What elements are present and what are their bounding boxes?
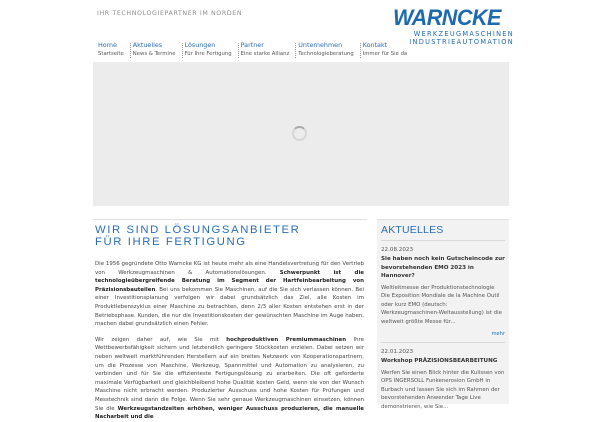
logo-subtitle-2: INDUSTRIEAUTOMATION [409, 38, 514, 46]
nav-label: Aktuelles [132, 41, 163, 49]
loading-spinner-icon [292, 126, 307, 141]
nav-sublabel: Technologieberatung [298, 51, 354, 57]
divider [381, 342, 505, 343]
emphasis-text: Schwerpunkt ist die technologieübergreifende Beratung im Segment der Hartfeinbearbeitung von Präzisionsbauteilen [95, 269, 364, 293]
header-tagline: IHR TECHNOLOGIEPARTNER IM NORDEN [97, 10, 243, 17]
hero-slider[interactable] [93, 62, 509, 206]
nav-sublabel: News & Termine [132, 51, 176, 57]
news-headline[interactable]: Workshop PRÄZISIONSBEARBEITUNG [381, 358, 498, 364]
nav-sublabel: Startseite [98, 51, 124, 57]
text-run: Die 1956 gegründete Otto Warncke KG ist heute mehr als eine Handelsvertretung für den Vertrieb von Werkzeugmaschinen & Automationslösungen. [95, 261, 364, 276]
nav-item-partner[interactable] [238, 41, 296, 61]
intro-paragraph-2 [95, 336, 364, 422]
nav-item-loesungen[interactable] [182, 41, 238, 61]
nav-label: Partner [240, 41, 264, 49]
nav-sublabel: Eine starke Allianz [240, 51, 290, 57]
news-teaser: Werfen Sie einen Blick hinter die Kulissen von OPS INGERSOLL Funkenerosion GmbH in Burbach und lassen Sie sich im Rahmen der bevorstehenden Anwender Tage Live demonstrieren, wie Sie... [381, 369, 505, 410]
nav-label: Kontakt [362, 41, 388, 49]
main-navigation [95, 41, 413, 61]
nav-label: Home [98, 41, 117, 49]
news-teaser: Weltleitmesse der Produktionstechnologie Die Exposition Mondiale de la Machine Outil oder kurz EMO (deutsch: Werkzeugmaschinen-Weltausstellung) ist die weltweit größte Messe für... [381, 284, 502, 325]
intro-title-line-2: FÜR IHRE FERTIGUNG [95, 236, 247, 248]
news-date: 22.01.2023 [381, 349, 414, 355]
emphasis-text: hochproduktiven Premiummaschinen [226, 336, 347, 343]
nav-item-kontakt[interactable] [360, 41, 413, 61]
news-more-link[interactable]: mehr [491, 331, 505, 337]
logo-wordmark: WARNCKE [392, 5, 501, 30]
news-date: 22.08.2023 [381, 247, 414, 253]
intro-title-line-1: WIR SIND LÖSUNGSANBIETER [95, 224, 301, 236]
news-title: AKTUELLES [381, 224, 444, 236]
nav-item-aktuelles[interactable] [130, 41, 182, 61]
news-headline[interactable]: Sie haben noch kein Gutscheincode zur bevorstehenden EMO 2023 in Hannover? [381, 256, 505, 279]
text-run: Ihre Wettbewerbsfähigkeit sichern und letztendlich geringere Stückkosten erzielen. Dabei setzen wir neben weltweit marktführenden Herstellern auf ein breites Netzwerk von Kooperationspartnern, um die Prozesse von Maschine, Werkzeug, Spannmittel und Automation zu analysieren, zu verbinden und für Sie die effizienteste Fertigungslösung zu erarbeiten. Die oft geforderte maximale Verfügbarkeit und gleichbleibend hohe Qualität kosten Geld, wenn sie von der Wunsch Maschine nicht erbracht werden. Produzierter Ausschuss und hohe Kosten für Prüfungen und Messtechnik sind dann die Folge. Wenn Sie sehr genaue Werkzeugmaschinen einsetzen, können Sie die [95, 336, 364, 412]
news-sidebar [377, 219, 509, 410]
nav-label: Lösungen [184, 41, 216, 49]
text-run: . Bei uns bekommen Sie Maschinen, auf die Sie sich verlassen können. Bei einer Investitionsplanung verfolgen wir dabei grundsätzlich das Ziel, alle Kosten im Produktlebenszyklus einer Maschine zu betrachten, denn 2/3 aller Kosten entstehen erst in der Betriebsphase. Kunden, die nur die Investitionskosten der gewünschten Maschine im Auge haben, machen dabei grundsätzlich einen Fehler. [95, 286, 364, 328]
emphasis-text: Werkzeugstandzeiten erhöhen, weniger Ausschuss produzieren, die manuelle Nacharbeit und die [95, 405, 364, 421]
news-item [381, 246, 505, 338]
news-item [381, 348, 505, 411]
nav-sublabel: Für Ihre Fertigung [184, 51, 232, 57]
nav-item-unternehmen[interactable] [295, 41, 359, 61]
text-run: Wir zeigen daher auf, wie Sie mit [95, 336, 227, 343]
nav-item-home[interactable] [95, 41, 130, 61]
intro-paragraph-1 [95, 260, 364, 329]
nav-label: Unternehmen [298, 41, 343, 49]
intro-section [93, 219, 367, 421]
divider [381, 240, 505, 241]
nav-sublabel: Immer für Sie da [362, 51, 408, 57]
logo-subtitle-1: WERKZEUGMASCHINEN [413, 30, 514, 38]
